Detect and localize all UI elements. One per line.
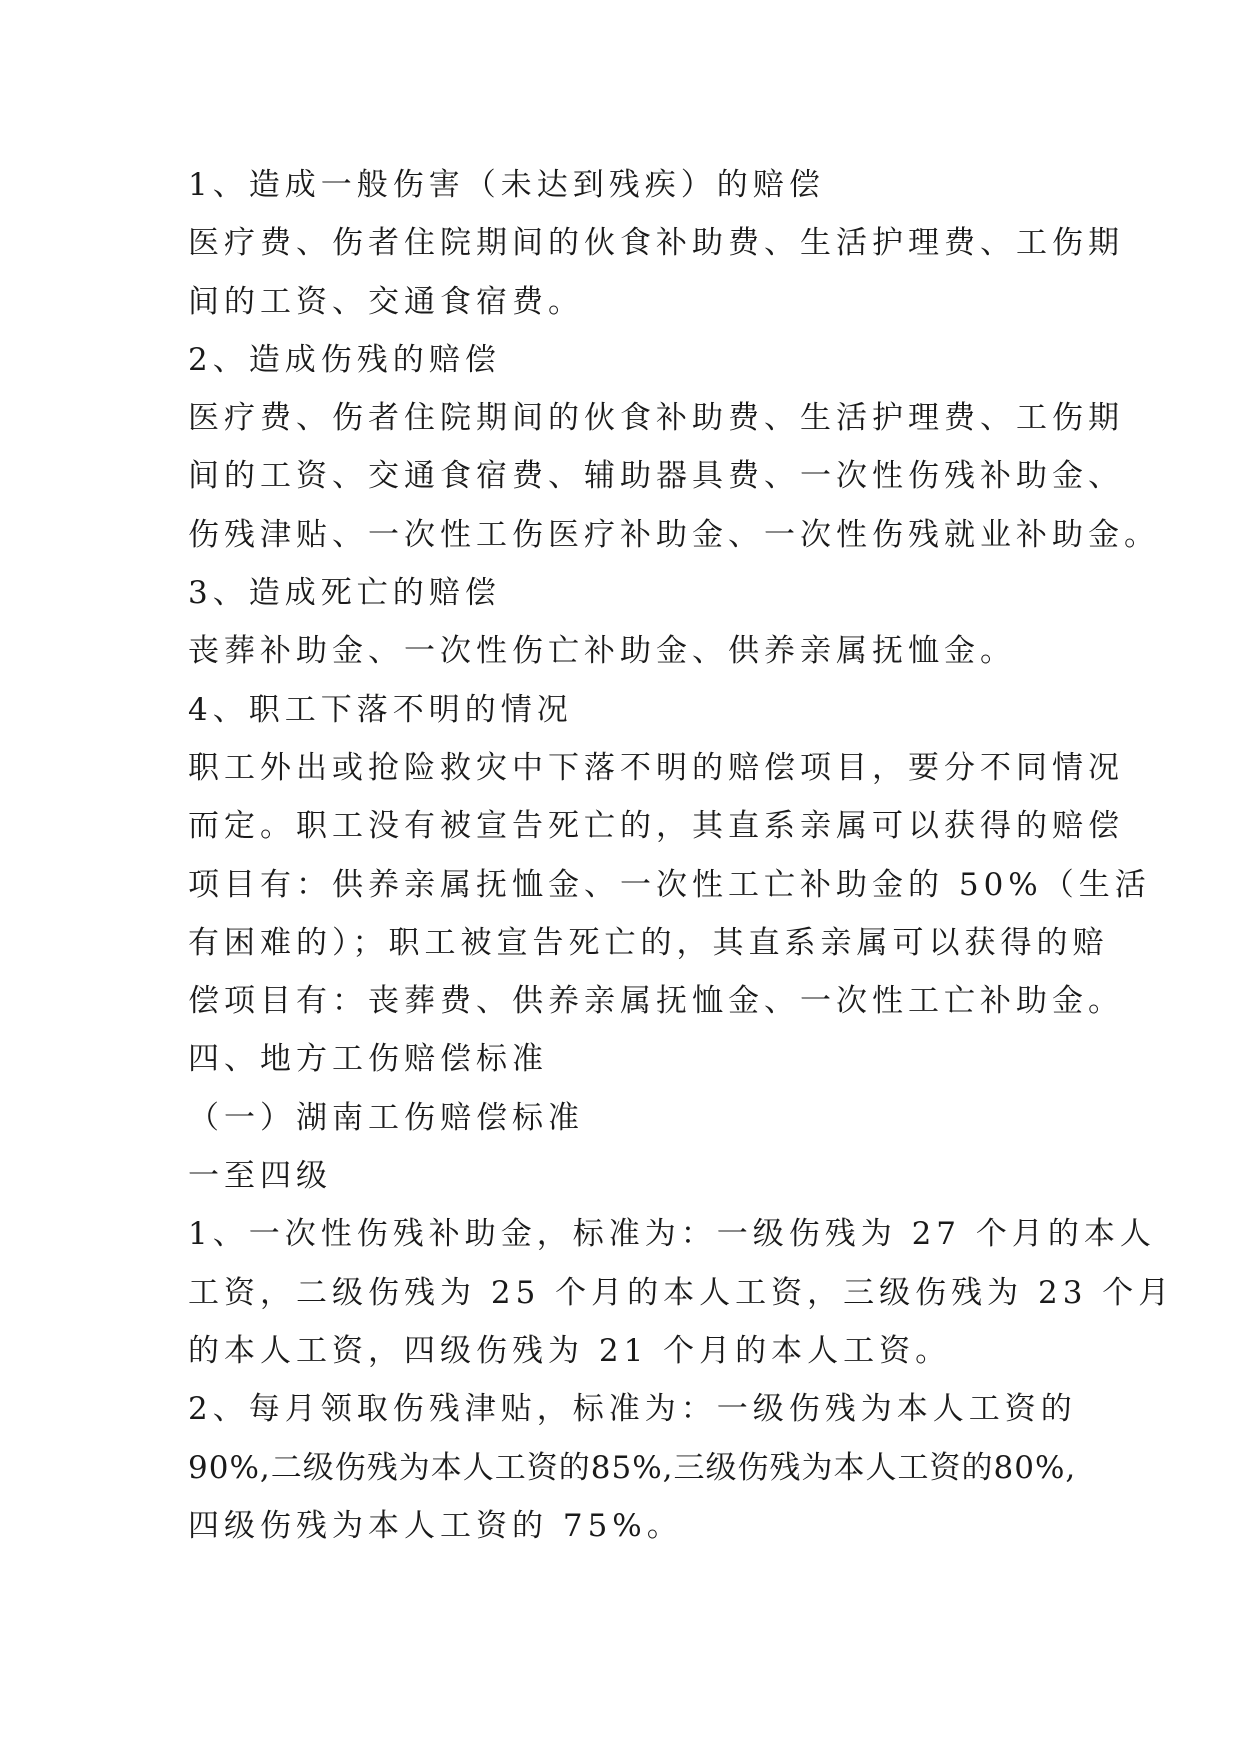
paragraph-line: 医疗费、伤者住院期间的伙食补助费、生活护理费、工伤期 <box>188 400 1124 437</box>
paragraph-line: 间的工资、交通食宿费。 <box>188 283 584 320</box>
paragraph-line: 间的工资、交通食宿费、辅助器具费、一次性伤残补助金、 <box>188 458 1124 495</box>
paragraph-line: 而定。职工没有被宣告死亡的，其直系亲属可以获得的赔偿 <box>188 808 1124 845</box>
paragraph-line: 丧葬补助金、一次性伤亡补助金、供养亲属抚恤金。 <box>188 633 1016 670</box>
subsection-heading-hunan: （一）湖南工伤赔偿标准 <box>188 1099 584 1136</box>
subheading-levels-1-4: 一至四级 <box>188 1158 332 1195</box>
paragraph-line: 2、每月领取伤残津贴，标准为：一级伤残为本人工资的 <box>188 1391 1077 1428</box>
paragraph-line: 职工外出或抢险救灾中下落不明的赔偿项目，要分不同情况 <box>188 749 1124 786</box>
paragraph-line: 医疗费、伤者住院期间的伙食补助费、生活护理费、工伤期 <box>188 225 1124 262</box>
document-body <box>188 156 1175 1555</box>
paragraph-line: 有困难的）；职工被宣告死亡的，其直系亲属可以获得的赔 <box>188 924 1109 961</box>
paragraph-line: 四级伤残为本人工资的 75%。 <box>188 1507 683 1544</box>
paragraph-line: 1、一次性伤残补助金，标准为：一级伤残为 27 个月的本人 <box>188 1216 1156 1253</box>
paragraph-line: 偿项目有：丧葬费、供养亲属抚恤金、一次性工亡补助金。 <box>188 983 1124 1020</box>
paragraph-line: 项目有：供养亲属抚恤金、一次性工亡补助金的 50%（生活 <box>188 866 1151 903</box>
paragraph-line: 90%,二级伤残为本人工资的85%,三级伤残为本人工资的80%, <box>188 1449 1077 1486</box>
section-heading-local-standards: 四、地方工伤赔偿标准 <box>188 1041 548 1078</box>
heading-disability: 2、造成伤残的赔偿 <box>188 341 501 378</box>
heading-general-injury: 1、造成一般伤害（未达到残疾）的赔偿 <box>188 167 825 203</box>
heading-death: 3、造成死亡的赔偿 <box>188 575 501 612</box>
heading-missing-worker: 4、职工下落不明的情况 <box>188 691 573 728</box>
paragraph-line: 工资，二级伤残为 25 个月的本人工资，三级伤残为 23 个月 <box>188 1274 1175 1311</box>
paragraph-line: 的本人工资，四级伤残为 21 个月的本人工资。 <box>188 1332 952 1369</box>
paragraph-line: 伤残津贴、一次性工伤医疗补助金、一次性伤残就业补助金。 <box>188 516 1160 553</box>
